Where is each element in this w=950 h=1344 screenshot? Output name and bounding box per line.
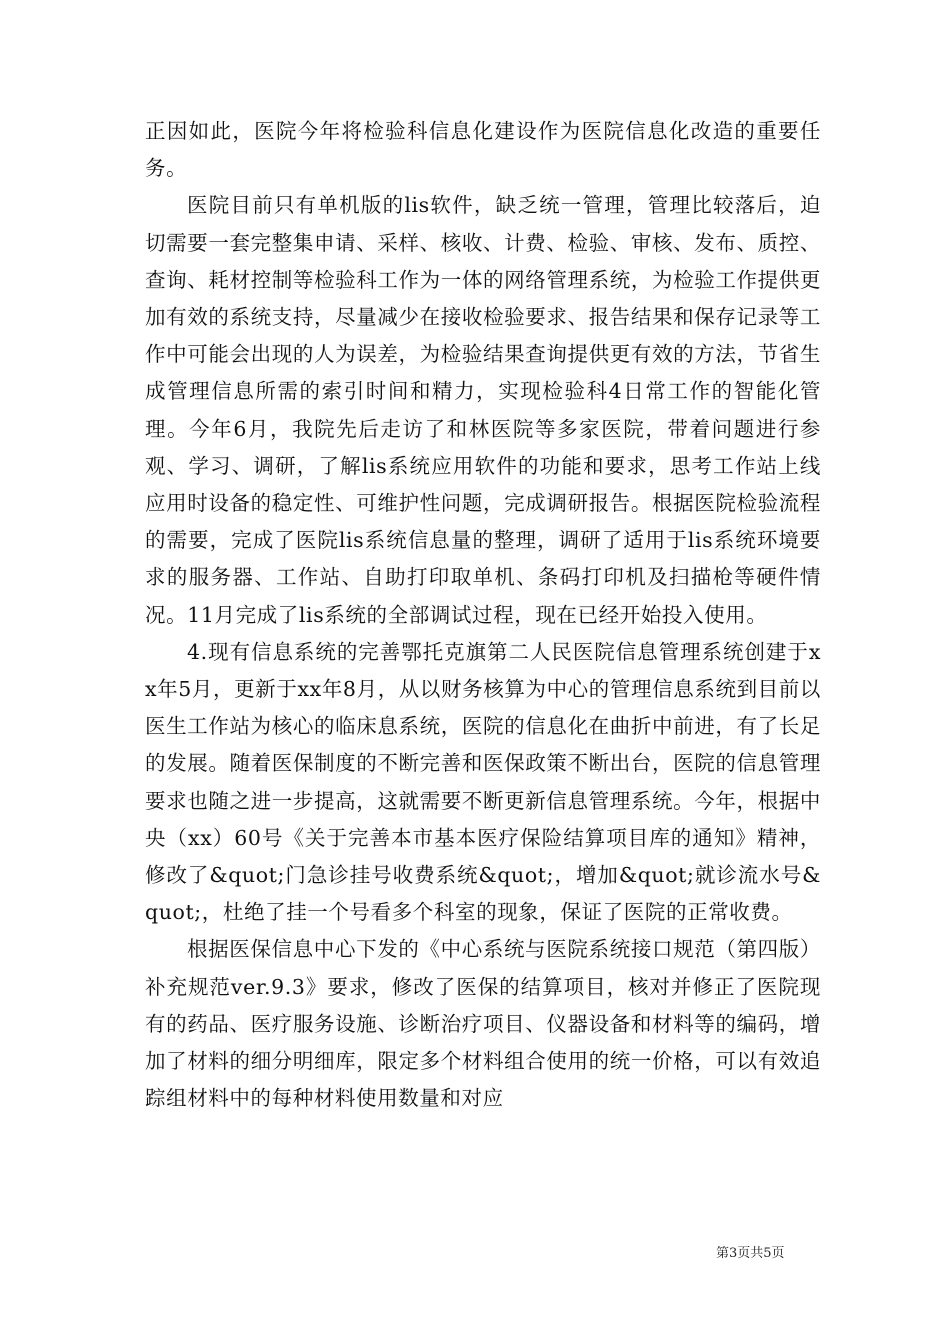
- page-number-footer: [716, 1245, 785, 1263]
- document-body: [145, 113, 821, 1117]
- paragraph-info-system-improvement: 4.现有信息系统的完善鄂托克旗第二人民医院信息管理系统创建于xx年5月，更新于xx年8月，从以财务核算为中心的管理信息系统到目前以医生工作站为核心的临床息系统，医院的信息化在曲折中前进，有了长足的发展。随着医保制度的不断完善和医保政策不断出台，医院的信息管理要求也随之进一步提高，这就需要不断更新信息管理系统。今年，根据中央（xx）60号《关于完善本市基本医疗保险结算项目库的通知》精神，修改了&quot;门急诊挂号收费系统&quot;，增加&quot;就诊流水号&quot;，杜绝了挂一个号看多个科室的现象，保证了医院的正常收费。: [145, 639, 821, 925]
- paragraph-lis-system: 医院目前只有单机版的lis软件，缺乏统一管理，管理比较落后，迫切需要一套完整集申请、采样、核收、计费、检验、审核、发布、质控、查询、耗材控制等检验科工作为一体的网络管理系统，为检验工作提供更加有效的系统支持，尽量减少在接收检验要求、报告结果和保存记录等工作中可能会出现的人为误差，为检验结果查询提供更有效的方法，节省生成管理信息所需的索引时间和精力，实现检验科4日常工作的智能化管理。今年6月，我院先后走访了和林医院等多家医院，带着问题进行参观、学习、调研，了解lis系统应用软件的功能和要求，思考工作站上线应用时设备的稳定性、可维护性问题，完成调研报告。根据医院检验流程的需要，完成了医院lis系统信息量的整理，调研了适用于lis系统环境要求的服务器、工作站、自助打印取单机、条码打印机及扫描枪等硬件情况。11月完成了lis系统的全部调试过程，现在已经开始投入使用。: [145, 193, 821, 627]
- page-number-label: 第3页共5页: [716, 1246, 785, 1261]
- paragraph-medical-insurance: 根据医保信息中心下发的《中心系统与医院系统接口规范（第四版）补充规范ver.9.3》要求，修改了医保的结算项目，核对并修正了医院现有的药品、医疗服务设施、诊断治疗项目、仪器设备和材料等的编码，增加了材料的细分明细库，限定多个材料组合使用的统一价格，可以有效追踪组材料中的每种材料使用数量和对应: [145, 937, 821, 1111]
- paragraph-continuation: 正因如此，医院今年将检验科信息化建设作为医院信息化改造的重要任务。: [145, 119, 821, 181]
